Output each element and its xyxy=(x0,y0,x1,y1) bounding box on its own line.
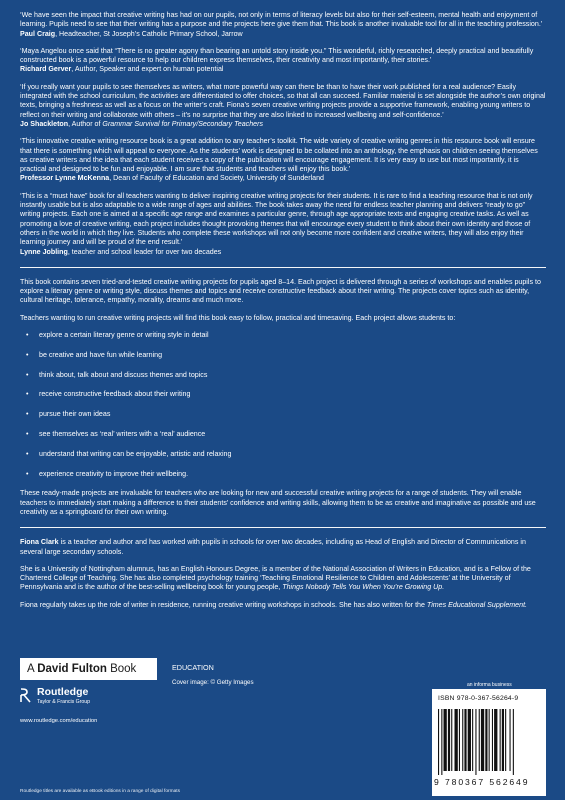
list-item xyxy=(20,371,546,380)
book-description: This book contains seven tried-and-tested creative writing projects for pupils aged 8–14. Each project is delivered through a series of workshops and enables pupils to explore a literary genre or writing style, discuss themes and topics and receive constructive feedback about their writing. The projects cover topics such as identity, cultural heritage, tolerance, empathy, morality, dreams and much more. xyxy=(20,277,541,305)
endorsement-text: ‘If you really want your pupils to see themselves as writers, what more powerful way can there be than to have their work published for a real audience? Easily integrated with the school curriculum, the activities are differentiated to offer choices, so that all can succeed. Familiar material is set alongside the author’s own original texts, bringing a freshness as well as a focus on the writer’s craft. Fiona’s seven creative writing projects provide a supportive framework, enabling young writers to reflect on their writing and collaborate with others – it’s no surprise that they are also linked to increased wellbeing and self-confidence.’ xyxy=(20,82,546,119)
endorsement xyxy=(20,137,546,183)
barcode-bars-icon xyxy=(438,709,540,775)
isbn: ISBN 978-0-367-56264-9 xyxy=(438,695,519,702)
list-item-text: receive constructive feedback about their writing xyxy=(39,390,191,399)
bullet-icon: • xyxy=(26,350,29,359)
endorsement-attribution xyxy=(20,30,546,39)
endorsement xyxy=(20,47,546,75)
endorser-role-title: Grammar Survival for Primary/Secondary Teachers xyxy=(102,119,264,128)
endorsement-text: ‘Maya Angelou once said that “There is no greater agony than bearing an untold story inside you.” This wonderful, richly researched, deeply practical and beautifully constructed book is a powerful resource to help our children express themselves, their creativity and most importantly, their stories.’ xyxy=(20,46,534,65)
bullet-icon: • xyxy=(26,430,29,438)
publisher-url: www.routledge.com/education xyxy=(20,718,98,724)
endorsement xyxy=(20,192,546,257)
list-item xyxy=(20,450,546,459)
endorser-role: , Author of xyxy=(68,119,103,128)
bullet-icon: • xyxy=(26,370,29,379)
ebook-note: Routledge titles are available as eBook editions in a range of digital formats xyxy=(20,789,180,794)
imprint-name: David Fulton xyxy=(37,663,107,675)
bullet-icon: • xyxy=(26,331,29,340)
endorser-role: , teacher and school leader for over two decades xyxy=(67,247,222,256)
author-bio-residency xyxy=(20,601,546,610)
cover-image-credit: Cover image: © Getty Images xyxy=(172,679,254,686)
section-divider xyxy=(20,527,546,528)
endorsement xyxy=(20,11,546,39)
barcode xyxy=(432,689,546,796)
list-item-text: see themselves as ‘real’ writers with a ‘real’ audience xyxy=(39,430,206,438)
author-name: Fiona Clark xyxy=(20,538,59,547)
list-item-text: pursue their own ideas xyxy=(39,410,111,419)
book-description-closing: These ready-made projects are invaluable for teachers who are looking for new and successful creative writing projects for a range of students. They will enable teachers to immediately start making a difference to their students’ confidence and writing skills, allowing them to be as creative and imaginative as possible and use creativity as a springboard for their own writing. xyxy=(20,489,536,516)
endorsement-text: ‘This is a “must have” book for all teachers wanting to deliver inspiring creative writing projects for their students. It is rare to find a teaching resource that is not only instantly usable but is also adaptable to a wide range of ages and abilities. The book takes away the need for endless teacher planning and delivers “ready to go” writing projects. Each one is aimed at a specific age range and examines a particular genre, through age appropriate texts and engaging creative tasks. As well as promoting a love of creative writing, each project includes thought provoking themes that will encourage every student to think about their own identity and those of others in the world in which they live. Students who complete these workshops will not only become more confident and creative writers, they will also enjoy their learning journey and will be proud of the end result.’ xyxy=(20,191,533,247)
subject-category: EDUCATION xyxy=(172,663,214,672)
back-cover-text xyxy=(20,11,546,618)
routledge-logo-icon xyxy=(20,688,32,703)
author-bio-credentials xyxy=(20,565,546,593)
author-credentials-text: She is a University of Nottingham alumnus, has an English Honours Degree, is a member of the National Association of Writers in Education, and is a Fellow of the Chartered College of Teaching. She has also completed psychology training ‘Teaching Emotional Resilience to Children and Adolescents’ at the University of Pennsylvania and is the author of the best-selling wellbeing book for young people, xyxy=(20,564,531,592)
endorsement-text: ‘This innovative creative writing resource book is a great addition to any teacher’s toolkit. The wide variety of creative writing genres in this resource book will ensure that there is something which will appeal to everyone. As the students’ work is designed to be collated into an anthology, the emphasis on children seeing themselves as creative writers and the idea that each student receives a copy of the publication will encourage engagement. It is very easy to use but most importantly, it is practical and designed to be fun and enjoyable. I am sure that students and teachers will enjoy this book.’ xyxy=(20,137,538,174)
endorsement-text: ‘We have seen the impact that creative writing has had on our pupils, not only in terms of literacy levels but also for their self-esteem, mental health and enjoyment of learning. Pupils need to see that their writing has a purpose and the projects here give them that. This book is another invaluable tool for all in the teaching profession.’ xyxy=(20,11,543,29)
imprint-logo xyxy=(20,658,157,680)
endorser-role: , Headteacher, St Joseph’s Catholic Primary School, Jarrow xyxy=(55,29,243,38)
section-divider xyxy=(20,267,546,268)
cover-footer xyxy=(0,655,565,800)
endorsement xyxy=(20,83,546,129)
endorsement-attribution xyxy=(20,174,546,183)
author-residency-text: Fiona regularly takes up the role of writer in residence, running creative writing workshops in schools. She has also written for the xyxy=(20,600,427,609)
barcode-number: 9 780367 562649 xyxy=(434,777,530,787)
author-bio-text: is a teacher and author and has worked with pupils in schools for over two decades, including as Head of English and Director of Communications in several large secondary schools. xyxy=(20,538,526,556)
list-item xyxy=(20,331,546,340)
bullet-icon: • xyxy=(26,449,29,458)
list-item xyxy=(20,470,546,479)
bullet-icon: • xyxy=(26,469,29,478)
informa-tagline: an informa business xyxy=(467,682,512,688)
publisher-name: Routledge xyxy=(37,686,89,698)
list-item-text: understand that writing can be enjoyable, artistic and relaxing xyxy=(39,449,232,458)
imprint-prefix: A xyxy=(27,663,38,675)
endorser-name: Richard Gerver xyxy=(20,65,72,74)
endorser-name: Lynne Jobling xyxy=(20,247,68,256)
endorser-role: , Dean of Faculty of Education and Society, University of Sunderland xyxy=(109,174,325,183)
book-description-lead: Teachers wanting to run creative writing projects will find this book easy to follow, practical and timesaving. Each project allows students to: xyxy=(20,313,456,322)
endorser-role: , Author, Speaker and expert on human potential xyxy=(71,65,224,74)
publisher-group: Taylor & Francis Group xyxy=(37,699,91,705)
list-item-text: explore a certain literary genre or writing style in detail xyxy=(39,331,209,340)
imprint-suffix: Book xyxy=(106,663,137,675)
list-item-text: be creative and have fun while learning xyxy=(39,350,163,359)
bullet-icon: • xyxy=(26,390,29,399)
list-item xyxy=(20,351,546,360)
list-item xyxy=(20,410,546,419)
endorser-name: Jo Shackleton xyxy=(20,119,69,128)
list-item-text: think about, talk about and discuss themes and topics xyxy=(39,370,208,379)
benefit-list xyxy=(20,331,546,479)
author-bio xyxy=(20,538,546,557)
author-book-title: Things Nobody Tells You When You’re Growing Up. xyxy=(282,583,445,592)
endorser-name: Professor Lynne McKenna xyxy=(20,174,110,183)
list-item-text: experience creativity to improve their wellbeing. xyxy=(39,469,189,478)
list-item xyxy=(20,390,546,399)
list-item xyxy=(20,430,546,439)
publication-title: Times Educational Supplement. xyxy=(426,600,528,609)
endorsement-attribution xyxy=(20,65,546,74)
endorsement-attribution xyxy=(20,120,546,129)
endorsement-attribution xyxy=(20,248,546,257)
endorsements xyxy=(20,11,546,257)
bullet-icon: • xyxy=(26,410,29,419)
endorser-name: Paul Craig xyxy=(20,29,56,38)
